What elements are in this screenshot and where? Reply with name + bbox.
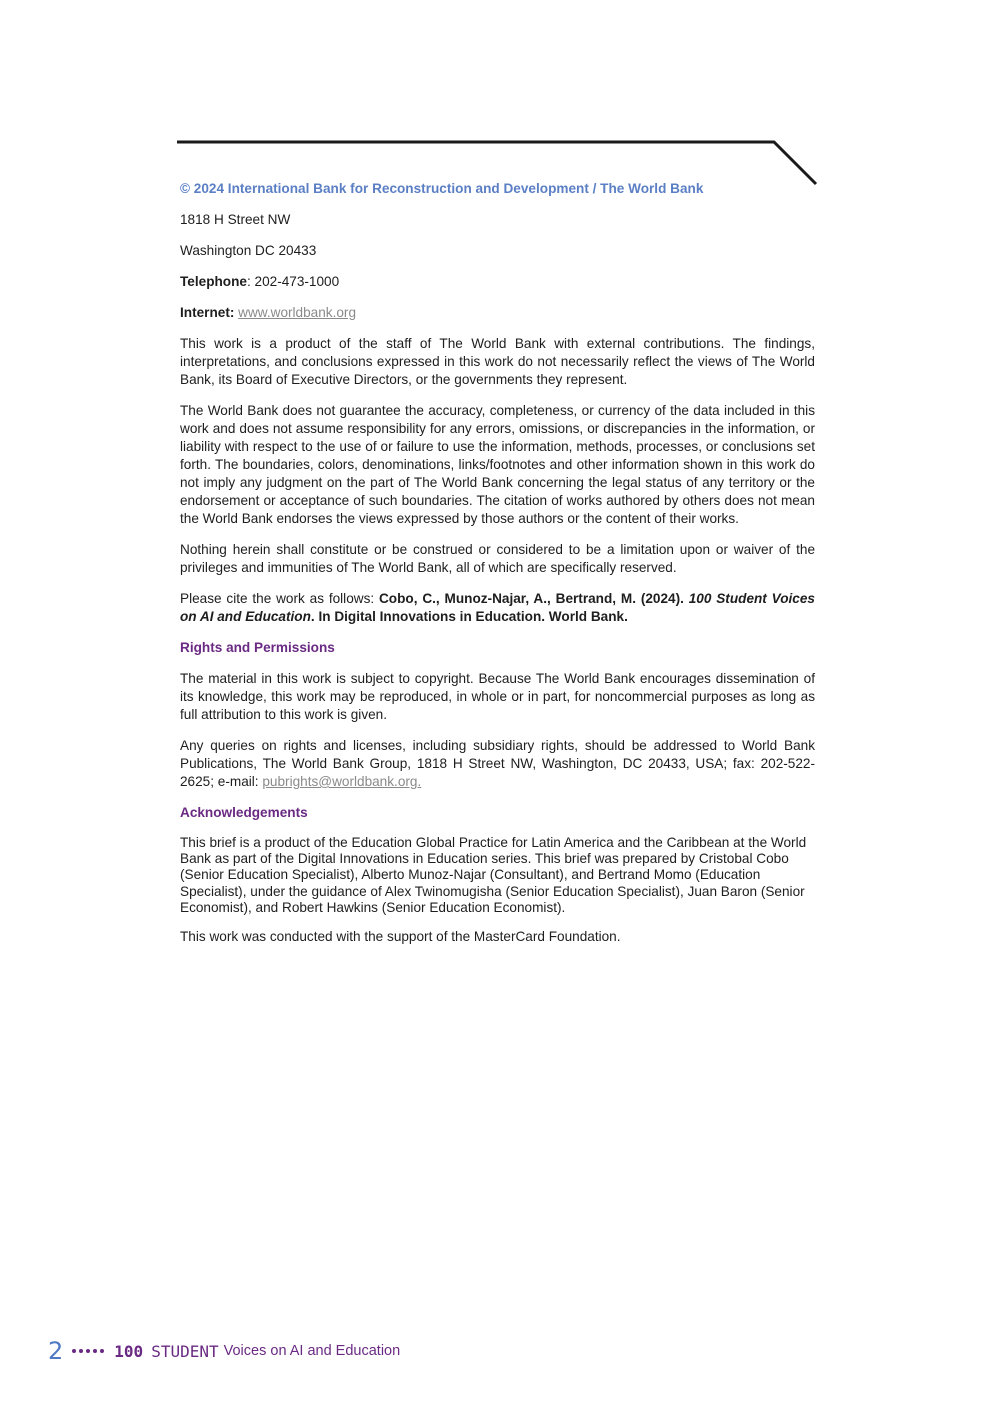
copyright-line: © 2024 International Bank for Reconstruction and Development / The World Bank [180,181,704,196]
footer-series-title: Voices on AI and Education [223,1343,401,1359]
citation-intro: Please cite the work as follows: [180,591,379,606]
header-rule [0,0,992,200]
acknowledgements-paragraph-2: This work was conducted with the support of the MasterCard Foundation. [180,929,621,945]
internet-line [180,304,815,322]
citation-authors: Cobo, C., Munoz-Najar, A., Bertrand, M. (2024). [378,591,689,606]
disclaimer-paragraph-1: This work is a product of the staff of The World Bank with external contributions. The findings, interpretations, and conclusions expressed in this work do not necessarily reflect the views of The World Bank, its Board of Executive Directors, or the governments they represent. [180,336,815,387]
disclaimer-paragraph-3: Nothing herein shall constitute or be construed or considered to be a limitation upon or waiver of the privileges and immunities of The World Bank, all of which are specifically reserved. [180,542,815,575]
disclaimer-paragraph-2: The World Bank does not guarantee the accuracy, completeness, or currency of the data included in this work and does not assume responsibility for any errors, omissions, or discrepancies in the information, or liability with respect to the use of or failure to use the information, methods, processes, or conclusions set forth. The boundaries, colors, denominations, links/footnotes and other information shown in this work do not imply any judgment on the part of The World Bank concerning the legal status of any territory or the endorsement or acceptance of such boundaries. The citation of works authored by others does not mean the World Bank endorses the views expressed by those authors or the content of their works. [180,403,815,526]
rights-heading: Rights and Permissions [180,640,335,655]
acknowledgements-paragraph-1: This brief is a product of the Education Global Practice for Latin America and the Caribbean at the World Bank as part of the Digital Innovations in Education series. This brief was prepared by Cristobal Cobo (Senior Education Specialist), Alberto Munoz-Najar (Consultant), and Bertrand Momo (Education Specialist), under the guidance of Alex Twinomugisha (Senior Education Specialist), Juan Baron (Senior Economist), and Robert Hawkins (Senior Education Economist). [180,835,807,915]
footer-series-student: STUDENT [151,1341,219,1361]
telephone-label: Telephone [180,274,247,289]
telephone-value: : 202-473-1000 [246,274,340,289]
citation-title: 100 Student Voices on AI and Education [180,591,815,624]
acknowledgements-block [180,835,815,945]
rights-paragraph-1: The material in this work is subject to copyright. Because The World Bank encourages dissemination of its knowledge, this work may be reproduced, in whole or in part, for noncommercial purposes as long as full attribution to this work is given. [180,671,815,722]
telephone-line [180,273,815,291]
citation-paragraph [180,590,815,626]
rights-paragraph-2-text: Any queries on rights and licenses, including subsidiary rights, should be addressed to World Bank Publications, The World Bank Group, 1818 H Street NW, Washington, DC 20433, USA; fax: 202-522-2625; e-mail: [180,738,815,789]
footer-dots-icon [72,1349,107,1353]
pubrights-email-link[interactable]: pubrights@worldbank.org. [262,774,422,789]
rights-paragraph-2 [180,737,815,791]
acknowledgements-heading: Acknowledgements [180,805,308,820]
internet-label: Internet: [180,305,235,320]
footer-series-number: 100 [114,1341,144,1361]
page-number: 2 [48,1337,64,1365]
citation-rest: . In Digital Innovations in Education. World Bank. [310,609,628,624]
page-footer [48,1336,400,1366]
internet-link[interactable]: www.worldbank.org [238,305,357,320]
copyright-page [180,180,815,958]
address-line-2: Washington DC 20433 [180,243,317,258]
address-line-1: 1818 H Street NW [180,212,291,227]
